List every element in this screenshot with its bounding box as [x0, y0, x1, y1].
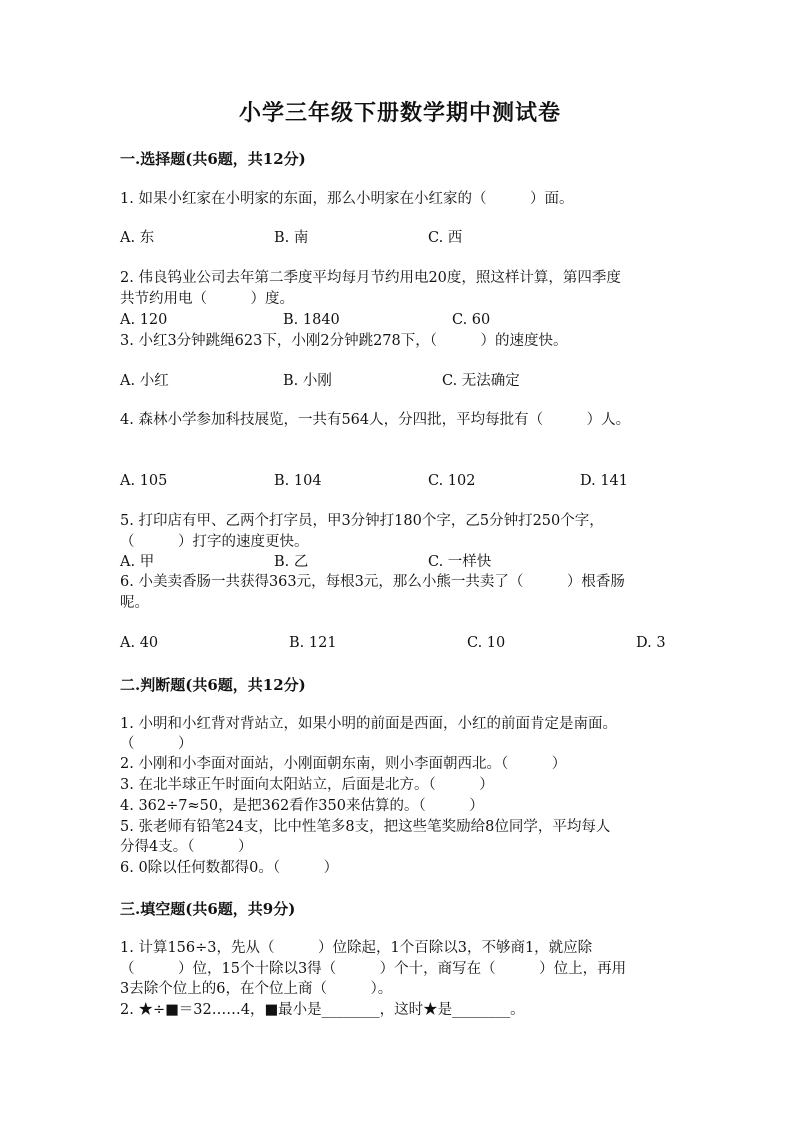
question-3-text: 3. 小红3分钟跳绳623下，小刚2分钟跳278下，（ ）的速度快。 [120, 333, 568, 349]
q5-option-a[interactable]: A. 甲 [120, 554, 155, 570]
question-6-line-2: 呢。 [120, 595, 149, 611]
question-5-line-2: （ ）打字的速度更快。 [120, 534, 309, 550]
tf-line: 6. 0除以任何数都得0。（ ） [120, 860, 339, 876]
question-6-line-1: 6. 小美卖香肠一共获得363元，每根3元，那么小熊一共卖了（ ）根香肠 [120, 574, 625, 590]
question-5-line-1: 5. 打印店有甲、乙两个打字员，甲3分钟打180个字，乙5分钟打250个字， [120, 513, 604, 529]
q3-option-a[interactable]: A. 小红 [120, 373, 169, 389]
fill-line: （ ）位，15个十除以3得（ ）个十，商写在（ ）位上，再用 [120, 961, 627, 977]
q6-option-a[interactable]: A. 40 [120, 635, 159, 651]
tf-line: 5. 张老师有铅笔24支，比中性笔多8支，把这些笔奖励给8位同学，平均每人 [120, 819, 611, 835]
q4-option-a[interactable]: A. 105 [120, 473, 168, 489]
tf-line: 3. 在北半球正午时面向太阳站立，后面是北方。（ ） [120, 777, 494, 793]
fill-line: 3去除个位上的6，在个位上商（ ）。 [120, 981, 393, 997]
question-2-line-2: 共节约用电（ ）度。 [120, 291, 294, 307]
page-title: 小学三年级下册数学期中测试卷 [238, 100, 561, 126]
tf-line: 分得4支。（ ） [120, 839, 253, 855]
q3-option-c[interactable]: C. 无法确定 [442, 373, 520, 389]
tf-line: 4. 362÷7≈50，是把362看作350来估算的。（ ） [120, 798, 484, 814]
tf-line: （ ） [120, 736, 193, 752]
q4-option-c[interactable]: C. 102 [428, 473, 476, 489]
q4-option-b[interactable]: B. 104 [274, 473, 322, 489]
q2-option-c[interactable]: C. 60 [452, 312, 491, 328]
section-header-multiple-choice: 一.选择题(共6题，共12分) [120, 150, 306, 168]
section-header-fill-in: 三.填空题(共6题，共9分) [120, 900, 296, 918]
q6-option-b[interactable]: B. 121 [289, 635, 337, 651]
q4-option-d[interactable]: D. 141 [580, 473, 629, 489]
q6-option-d[interactable]: D. 3 [636, 635, 666, 651]
q5-option-c[interactable]: C. 一样快 [428, 554, 492, 570]
q2-option-a[interactable]: A. 120 [120, 312, 168, 328]
tf-line: 1. 小明和小红背对背站立，如果小明的前面是西面，小红的前面肯定是南面。 [120, 716, 617, 732]
question-2-line-1: 2. 伟良钨业公司去年第二季度平均每月节约用电20度，照这样计算，第四季度 [120, 270, 621, 286]
q3-option-b[interactable]: B. 小刚 [283, 373, 332, 389]
q1-option-b[interactable]: B. 南 [274, 230, 309, 246]
fill-line: 2. ★÷■＝32……4，■最小是________，这时★是________。 [120, 1002, 525, 1018]
tf-line: 2. 小刚和小李面对面站，小刚面朝东南，则小李面朝西北。（ ） [120, 756, 567, 772]
question-1-text: 1. 如果小红家在小明家的东面，那么小明家在小红家的（ ）面。 [120, 191, 574, 207]
question-4-text: 4. 森林小学参加科技展览，一共有564人，分四批，平均每批有（ ）人。 [120, 412, 631, 428]
q1-option-a[interactable]: A. 东 [120, 230, 155, 246]
section-header-true-false: 二.判断题(共6题，共12分) [120, 676, 306, 694]
q2-option-b[interactable]: B. 1840 [283, 312, 340, 328]
fill-line: 1. 计算156÷3，先从（ ）位除起，1个百除以3，不够商1，就应除 [120, 940, 593, 956]
q6-option-c[interactable]: C. 10 [467, 635, 506, 651]
q1-option-c[interactable]: C. 西 [428, 230, 463, 246]
q5-option-b[interactable]: B. 乙 [274, 554, 309, 570]
